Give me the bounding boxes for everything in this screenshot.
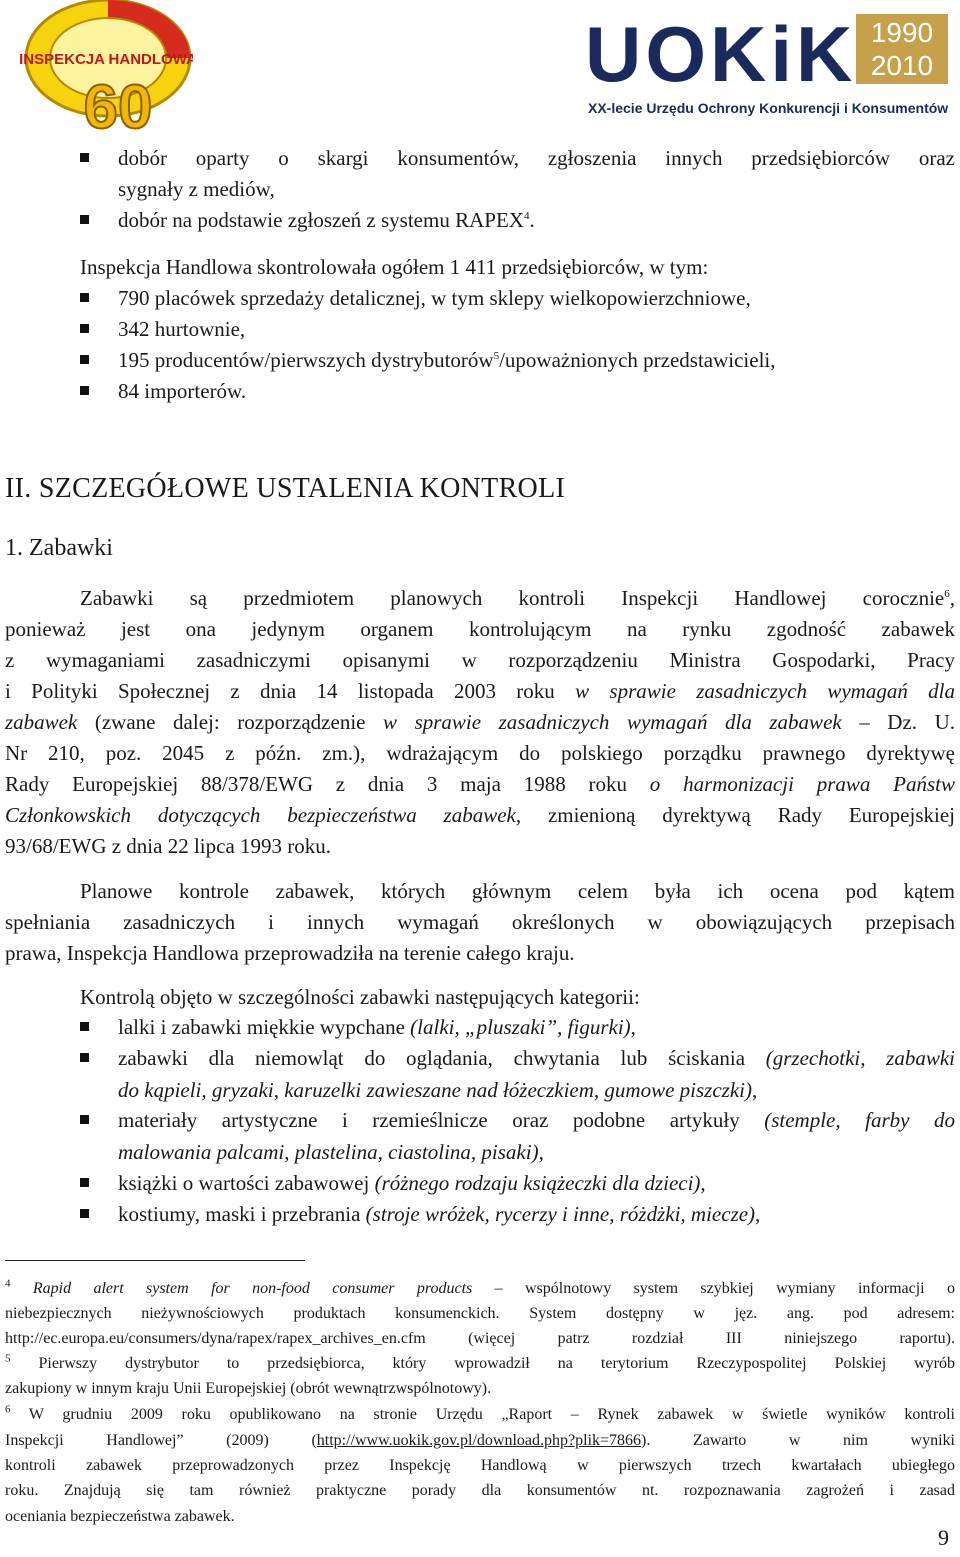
paragraph-line: z wymaganiami zasadniczymi opisanymi w rozporządzeniu Ministra Gospodarki, Pracy — [5, 648, 955, 672]
bullet-icon — [80, 1178, 89, 1187]
page-number: 9 — [938, 1525, 949, 1550]
paragraph-line: 93/68/EWG z dnia 22 lipca 1993 roku. — [5, 834, 332, 858]
bullet-icon — [80, 215, 89, 224]
list-item: lalki i zabawki miękkie wypchane (lalki, „pluszaki”, figurki), — [118, 1015, 636, 1039]
bullet-icon — [80, 1209, 89, 1218]
bullet-icon — [80, 1115, 89, 1124]
list-item: 342 hurtownie, — [118, 317, 246, 341]
footnote-ref: 5 — [493, 350, 500, 362]
list-item-continuation: sygnały z mediów, — [118, 177, 275, 201]
list-item: materiały artystyczne i rzemieślnicze oraz podobne artykuły (stemple, farby do — [118, 1108, 955, 1132]
uokik-tagline: XX-lecie Urzędu Ochrony Konkurencji i Konsumentów — [588, 100, 949, 116]
list-item: 195 producentów/pierwszych dystrybutorów$^5$/upoważnionych przedstawicieli, — [118, 348, 776, 372]
footnote-4: $^4$ Rapid alert system for non-food consumer products – wspólnotowy system szybkiej wymiany informacji o — [5, 1277, 955, 1297]
paragraph-line: Członkowskich dotyczących bezpieczeństwa zabawek, zmienioną dyrektywą Rady Europejskiej — [5, 803, 955, 827]
footnote-line: http://ec.europa.eu/consumers/dyna/rapex/rapex_archives_en.cfm (więcej patrz rozdział III niniejszego raportu). — [5, 1330, 955, 1347]
intro-text: Inspekcja Handlowa skontrolowała ogółem 1 411 przedsiębiorców, w tym: — [80, 255, 709, 279]
paragraph-line: i Polityki Społecznej z dnia 14 listopada 2003 roku w sprawie zasadniczych wymagań dla — [5, 679, 955, 703]
list-item: 84 importerów. — [118, 379, 247, 403]
logo-arc-text: INSPEKCJA HANDLOWA — [19, 51, 193, 68]
list-item: dobór oparty o skargi konsumentów, zgłoszenia innych przedsiębiorców oraz — [118, 146, 955, 170]
paragraph-line: spełniania zasadniczych i innych wymagań określonych w obowiązujących przepisach — [5, 910, 955, 934]
footnote-line: roku. Znajdują się tam również praktyczne porady dla konsumentów nt. rozpoznawania zagrożeń i zasad — [5, 1482, 955, 1499]
footnote-6: $^6$ W grudniu 2009 roku opublikowano na stronie Urzędu „Raport – Rynek zabawek w świetle wyników kontroli — [5, 1403, 955, 1423]
list-item-continuation: do kąpieli, gryzaki, karuzelki zawieszane nad łóżeczkiem, gumowe piszczki), — [118, 1078, 758, 1102]
uokik-wordmark: UOKiK — [585, 10, 857, 98]
paragraph-line: zabawek (zwane dalej: rozporządzenie w sprawie zasadniczych wymagań dla zabawek – Dz. U. — [5, 710, 955, 734]
footnote-link[interactable]: http://www.uokik.gov.pl/download.php?plik=7866 — [316, 1432, 642, 1449]
paragraph-line: Zabawki są przedmiotem planowych kontroli Inspekcji Handlowej corocznie$^6$, — [80, 586, 955, 610]
list-item: książki o wartości zabawowej (różnego rodzaju książeczki dla dzieci), — [118, 1171, 706, 1195]
paragraph-line: ponieważ jest ona jedynym organem kontrolującym na rynku zgodność zabawek — [5, 617, 955, 641]
paragraph-line: Rady Europejskiej 88/378/EWG z dnia 3 maja 1988 roku o harmonizacji prawa Państw — [5, 772, 956, 796]
bullet-icon — [80, 386, 89, 395]
footnote-line: zakupiony w innym kraju Unii Europejskiej (obrót wewnątrzwspólnotowy). — [5, 1380, 492, 1397]
footnote-line: Inspekcji Handlowej” (2009) (http://www.uokik.gov.pl/download.php?plik=7866). Zawarto w nim wyniki — [5, 1432, 955, 1449]
bullet-icon — [80, 293, 89, 302]
list-item: zabawki dla niemowląt do oglądania, chwytania lub ściskania (grzechotki, zabawki — [118, 1046, 955, 1070]
paragraph-line: Planowe kontrole zabawek, których głównym celem była ich ocena pod kątem — [80, 879, 955, 903]
bullet-icon — [80, 1053, 89, 1062]
list-item: dobór na podstawie zgłoszeń z systemu RAPEX$^4$. — [118, 208, 535, 232]
badge-year-start: 1990 — [870, 17, 934, 48]
footnote-separator — [5, 1260, 305, 1261]
footnote-ref: 4 — [523, 210, 530, 222]
footnote-ref: 6 — [944, 588, 950, 600]
section-heading: II. SZCZEGÓŁOWE USTALENIA KONTROLI — [5, 473, 566, 504]
paragraph-line: prawa, Inspekcja Handlowa przeprowadziła na terenie całego kraju. — [5, 941, 575, 965]
footnote-line: niebezpiecznych nieżywnościowych produktach konsumenckich. System dostępny w jęz. ang. pod adresem: — [5, 1305, 955, 1322]
bullet-icon — [80, 355, 89, 364]
anniversary-badge — [856, 14, 948, 84]
bullet-icon — [80, 324, 89, 333]
list-item: kostiumy, maski i przebrania (stroje wróżek, rycerzy i inne, różdżki, miecze), — [118, 1202, 761, 1226]
logo-number: 60 — [83, 73, 153, 135]
bullet-icon — [80, 1022, 89, 1031]
uokik-logo — [585, 10, 857, 98]
list-item-continuation: malowania palcami, plastelina, ciastolina, pisaki), — [118, 1140, 544, 1164]
paragraph-line: Kontrolą objęto w szczególności zabawki następujących kategorii: — [80, 985, 640, 1009]
footnote-5: $^5$ Pierwszy dystrybutor to przedsiębiorca, który wprowadził na terytorium Rzeczypospolitej Polskiej wyrób — [5, 1352, 955, 1372]
subsection-heading: 1. Zabawki — [5, 535, 113, 561]
paragraph-line: Nr 210, poz. 2045 z późn. zm.), wdrażającym do polskiego porządku prawnego dyrektywę — [5, 741, 955, 765]
list-item: 790 placówek sprzedaży detalicznej, w tym sklepy wielkopowierzchniowe, — [118, 286, 751, 310]
bullet-icon — [80, 153, 89, 162]
footnote-line: oceniania bezpieczeństwa zabawek. — [5, 1508, 235, 1525]
footnote-line: kontroli zabawek przeprowadzonych przez Inspekcję Handlową w pierwszych trzech kwartałach ubiegłego — [5, 1457, 955, 1474]
badge-year-end: 2010 — [870, 50, 934, 81]
inspekcja-handlowa-logo — [18, 0, 193, 135]
